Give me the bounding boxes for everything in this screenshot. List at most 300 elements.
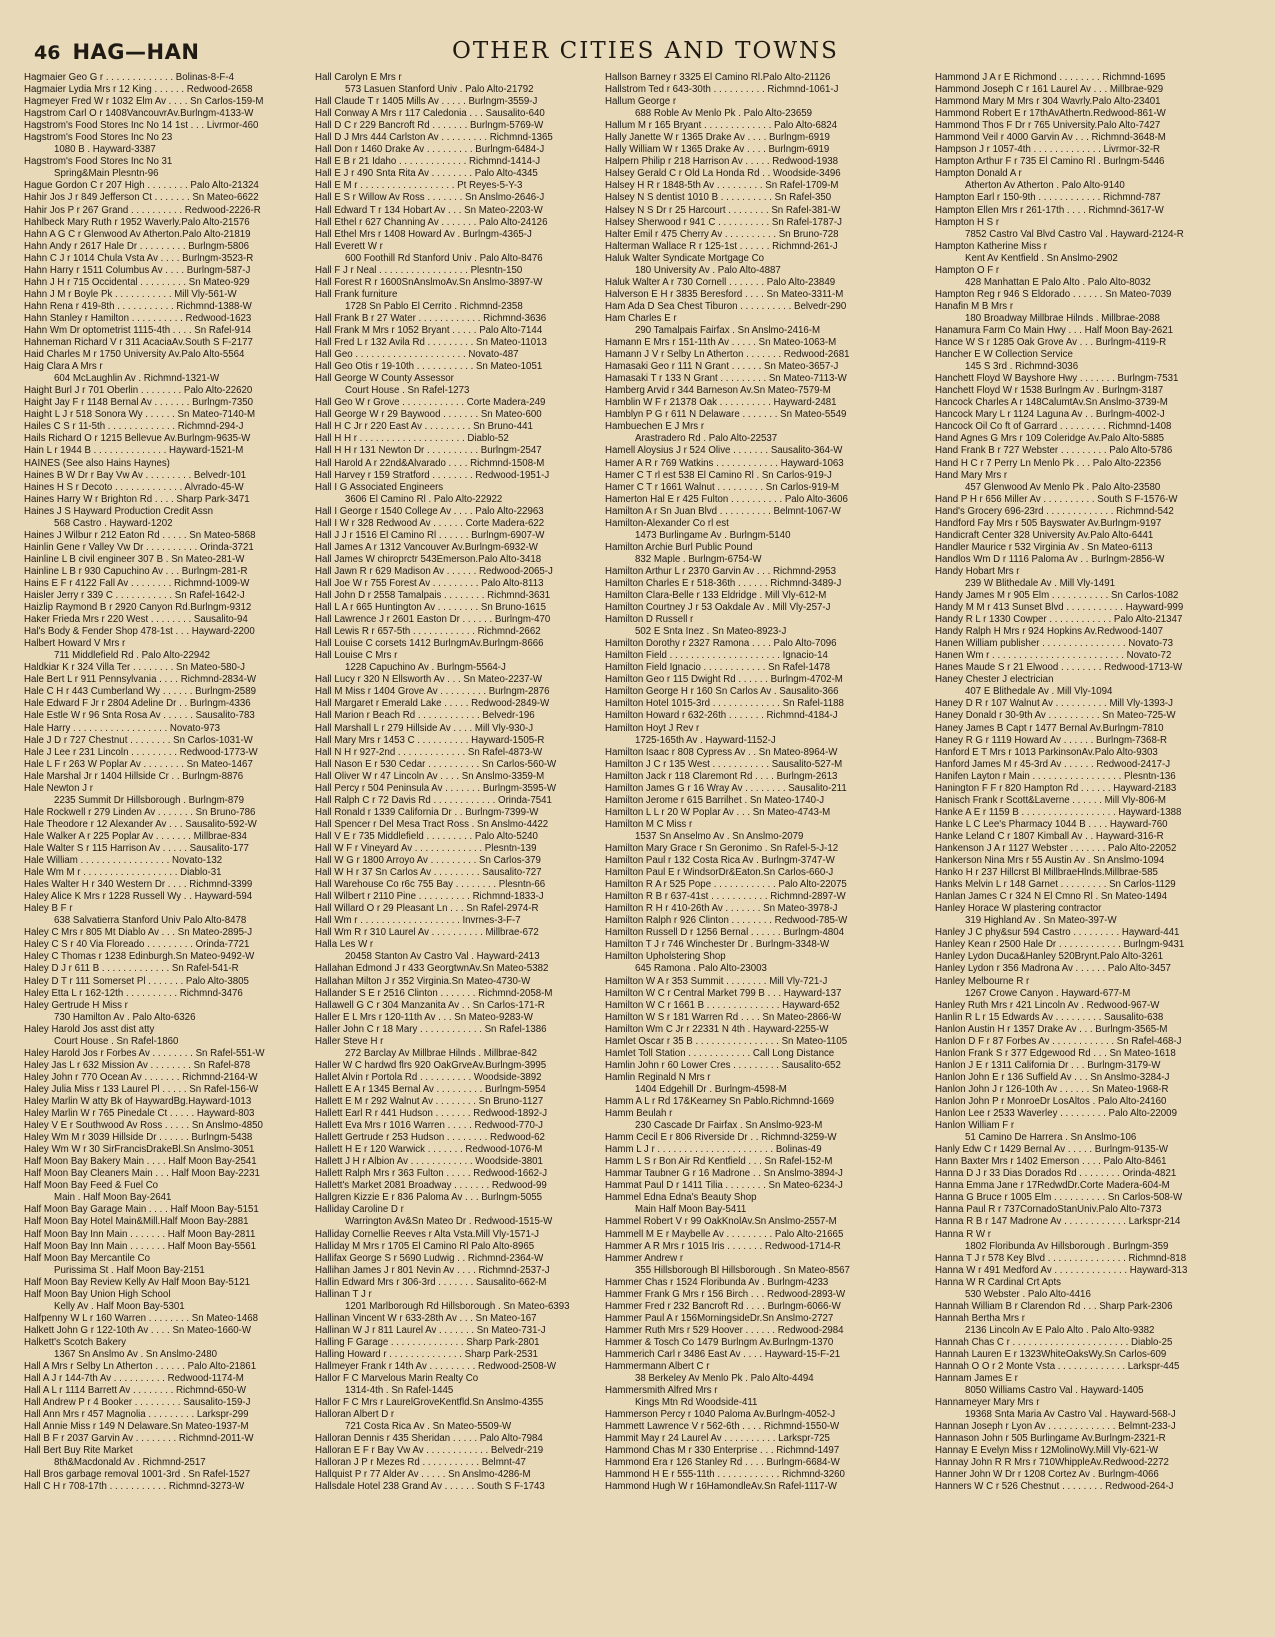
listing-entry: Hamilton Isaac r 808 Cypress Av . . Sn Mateo-8964-W (605, 746, 838, 758)
listing-entry: Hague Gordon C r 207 High . . . . . . . . Palo Alto-21324 (24, 180, 259, 192)
listing-entry: Hall H H r 131 Newton Dr . . . . . . . . . . Burlngm-2547 (315, 445, 542, 457)
listing-entry: Halterman Wallace R r 125-1st . . . . . . Richmnd-261-J (605, 240, 838, 252)
listing-entry: Haley Wm W r 30 SirFrancisDrakeBl.Sn Anslmo-3051 (24, 1144, 255, 1156)
listing-entry: Hankenson J A r 1127 Webster . . . . . . . Palo Alto-22052 (935, 843, 1177, 854)
listing-continuation: 2136 Lincoln Av E Palo Alto . Palo Alto-9382 (965, 1324, 1155, 1336)
listing-entry: Hamilton R B r 637-41st . . . . . . . . . . . Richmnd-2897-W (605, 891, 846, 903)
listing-entry: Half Moon Bay Review Kelly Av Half Moon Bay-5121 (24, 1276, 250, 1288)
listing-entry: Hammond Mary M Mrs r 304 Wavrly.Palo Alto-23401 (935, 96, 1161, 108)
listing-entry: Hanna W r 491 Medford Av . . . . . . . . . . . . . . Hayward-313 (935, 1264, 1188, 1276)
listing-entry: Haller John C r 18 Mary . . . . . . . . . . . . Sn Rafel-1386 (315, 1023, 547, 1035)
listing-continuation: 1314-4th . Sn Rafel-1445 (345, 1385, 454, 1397)
listing-entry: Hannason John r 505 Burlingame Av.Burlngm-2321-R (935, 1433, 1166, 1445)
listing-entry: Hanlin R L r 15 Edwards Av . . . . . . . . . Sausalito-638 (935, 1011, 1164, 1023)
listing-entry: Hanke L C Lee's Pharmacy 1044 B . . . . Hayward-760 (935, 818, 1168, 830)
listing-entry: Halsey Sherwood r 941 C . . . . . . . . . . Sn Rafel-1787-J (605, 216, 842, 228)
listing-entry: Handlos Wm D r 1116 Paloma Av . . Burlngm-2856-W (935, 553, 1165, 565)
listing-continuation: 1080 B . Hayward-3387 (54, 144, 156, 156)
listing-entry: Hall Ethel r 627 Channing Av . . . . . . . Palo Alto-24126 (315, 216, 548, 228)
listing-entry: Hahn Rena r 419-8th . . . . . . . . . . . Richmnd-1388-W (24, 300, 252, 312)
listing-entry: Hall Ralph C r 72 Davis Rd . . . . . . . . . . . . Orinda-7541 (315, 794, 552, 806)
listing-entry: Hall Ronald r 1339 California Dr . . Burlngm-7399-W (315, 806, 539, 818)
listing-entry: Hanisch Frank r Scott&Laverne . . . . . . Mill Vly-806-M (935, 794, 1166, 806)
listing-entry: Hammond Joseph C r 161 Laurel Av . . . Millbrae-929 (935, 84, 1164, 96)
listing-entry: Hall Wilbert r 2110 Pine . . . . . . . . . . Richmnd-1833-J (315, 891, 544, 903)
listing-entry: Halling Howard r . . . . . . . . . . . . . . Sharp Park-2531 (315, 1348, 538, 1360)
listing-entry: Ham Charles E r (605, 312, 677, 324)
listing-entry: Hammond J A r E Richmond . . . . . . . . Richmnd-1695 (935, 72, 1166, 83)
listing-entry: Halter Emil r 475 Cherry Av . . . . . . . . . . Sn Bruno-728 (605, 228, 839, 240)
listing-entry: Hannah Chas C r . . . . . . . . . . . . . . . . . . . . . . Diablo-25 (935, 1336, 1173, 1348)
listing-entry: Hanen William publisher . . . . . . . . . . . . . . . . Novato-73 (935, 638, 1173, 650)
listing-entry: Hanke Leland C r 1807 Kimball Av . . Hayward-316-R (935, 830, 1164, 842)
listing-entry: Hall Marshall L r 279 Hillside Av . . . . Mill Vly-930-J (315, 722, 534, 734)
listing-entry: Hamilton Paul E r WindsorDr&Eaton.Sn Carlos-660-J (605, 867, 834, 879)
listing-entry: Halfpenny W L r 160 Warren . . . . . . . . Sn Mateo-1468 (24, 1312, 259, 1324)
listing-entry: Hall Ethel Mrs r 1408 Howard Av . Burlngm-4365-J (315, 228, 532, 240)
listing-entry: Hanna G Bruce r 1005 Elm . . . . . . . . . . Sn Carlos-508-W (935, 1192, 1183, 1204)
listing-entry: Hall Geo W r Grove . . . . . . . . . . . . Corte Madera-249 (315, 397, 546, 409)
listing-entry: Hall Wm R r 310 Laurel Av . . . . . . . . . . Millbrae-672 (315, 927, 539, 939)
listing-continuation: 230 Cascade Dr Fairfax . Sn Anslmo-923-M (635, 1120, 823, 1132)
listing-entry: Haley V E r Southwood Av Ross . . . . . Sn Anslmo-4850 (24, 1120, 263, 1132)
listing-entry: Hall W F r Vineyard Av . . . . . . . . . . . . . Plesntn-139 (315, 843, 537, 854)
listing-entry: Hamblin W F r 21378 Oak . . . . . . . . . . Hayward-2481 (605, 397, 837, 409)
listing-entry: Hammer Ruth Mrs r 529 Hoover . . . . . . Redwood-2984 (605, 1324, 844, 1336)
listing-entry: Hagmaier Geo G r . . . . . . . . . . . . . Bolinas-8-F-4 (24, 72, 234, 83)
section-title: OTHER CITIES AND TOWNS (452, 38, 839, 64)
listing-entry: Hamilton L L r 20 W Poplar Av . . . Sn Mateo-4743-M (605, 806, 831, 818)
listing-entry: Hale J Lee r 231 Lincoln . . . . . . . . . Redwood-1773-W (24, 746, 258, 758)
listing-entry: Handford Fay Mrs r 505 Bayswater Av.Burlngm-9197 (935, 517, 1162, 529)
listing-entry: Hamilton Jack r 118 Claremont Rd . . . . Burlngm-2613 (605, 770, 838, 782)
listing-entry: Hahn A G C r Glenwood Av Atherton.Palo Alto-21819 (24, 228, 251, 240)
listing-entry: Hall George W County Assessor (315, 373, 454, 385)
listing-entry: Hankerson Nina Mrs r 55 Austin Av . Sn Anslmo-1094 (935, 855, 1165, 867)
listing-entry: Haldkiar K r 324 Villa Ter . . . . . . . . Sn Mateo-580-J (24, 662, 245, 674)
listing-entry: Hammat Paul D r 1411 Tilia . . . . . . . . Sn Mateo-6234-J (605, 1180, 843, 1192)
listing-entry: Hambuechen E J Mrs r (605, 421, 705, 433)
listing-entry: Hall Willard O r 29 Pleasant Ln . . . Sn Rafel-2974-R (315, 903, 539, 915)
listing-entry: Hall I W r 328 Redwood Av . . . . . . Corte Madera-622 (315, 517, 545, 529)
listing-continuation: Kent Av Kentfield . Sn Anslmo-2902 (965, 252, 1118, 264)
listing-entry: Hampton O F r (935, 264, 1000, 276)
listing-entry: Hamberg Arvid r 344 Barneson Av.Sn Mateo-7579-M (605, 385, 831, 397)
listing-entry: Hamilton M C Miss r (605, 818, 693, 830)
listing-entry: Hamlet Toll Station . . . . . . . . . . . . Call Long Distance (605, 1047, 835, 1059)
page-range: HAG—HAN (72, 40, 200, 64)
listing-entry: Hanford E T Mrs r 1013 ParkinsonAv.Palo Alto-9303 (935, 746, 1158, 758)
listing-entry: Halloran Albert D r (315, 1409, 395, 1421)
listing-entry: Halling F Garage . . . . . . . . . . . . . . Sharp Park-2801 (315, 1336, 540, 1348)
listing-continuation: 145 S 3rd . Richmnd-3036 (965, 361, 1079, 373)
listing-entry: Hanner John W Dr r 1208 Cortez Av . Burlngm-4066 (935, 1469, 1159, 1481)
listing-entry: Hamilton Arthur L r 2370 Garvin Av . . . Richmnd-2953 (605, 565, 836, 577)
listing-continuation: 604 McLaughlin Av . Richmnd-1321-W (54, 373, 220, 385)
listing-entry: Hall Frank furniture (315, 288, 398, 300)
listing-entry: Hall V E r 735 Middlefield . . . . . . . . . Palo Alto-5240 (315, 830, 538, 842)
listing-entry: Hammel Robert V r 99 OakKnolAv.Sn Anslmo-2557-M (605, 1216, 837, 1228)
listing-entry: Hamilton R H r 410-26th Av . . . . . . . Sn Mateo-3978-J (605, 903, 838, 915)
listing-entry: Haley C Mrs r 805 Mt Diablo Av . . . Sn Mateo-2895-J (24, 927, 253, 939)
listing-entry: Haney D R r 107 Walnut Av . . . . . . . . . . Mill Vly-1393-J (935, 698, 1173, 710)
listing-entry: Hanley Melbourne R r (935, 975, 1030, 987)
listing-entry: Hall Warehouse Co r6c 755 Bay . . . . . . . . Plesntn-66 (315, 879, 546, 891)
listing-continuation: 180 University Av . Palo Alto-4887 (635, 264, 781, 276)
listing-continuation: 1473 Burlingame Av . Burlngm-5140 (635, 529, 791, 541)
listing-entry: Hammermann Albert C r (605, 1361, 710, 1373)
listing-entry: Half Moon Bay Inn Main . . . . . . . Half Moon Bay-2811 (24, 1228, 256, 1240)
listing-entry: Half Moon Bay Bakery Main . . . . Half Moon Bay-2541 (24, 1156, 257, 1168)
listing-entry: Hanko H r 237 Hillcrst Bl MillbraeHlnds.Millbrae-585 (935, 867, 1158, 879)
listing-entry: Halloran Dennis r 435 Sheridan . . . . . Palo Alto-7984 (315, 1433, 543, 1445)
listing-entry: Hampton Earl r 150-9th . . . . . . . . . . . . Richmnd-787 (935, 192, 1161, 204)
listing-entry: Hammell M E r Maybelle Av . . . . . . . . . Palo Alto-21665 (605, 1228, 844, 1240)
listing-entry: Hamblyn P G r 611 N Delaware . . . . . . . Sn Mateo-5549 (605, 409, 847, 421)
listing-entry: Hails Richard O r 1215 Bellevue Av.Burlngm-9635-W (24, 433, 251, 445)
listing-entry: Hanna T J r 578 Key Blvd . . . . . . . . . . . . . . . Richmnd-818 (935, 1252, 1187, 1264)
listing-continuation: 1728 Sn Pablo El Cerrito . Richmnd-2358 (345, 300, 523, 312)
listing-continuation: Warrington Av&Sn Mateo Dr . Redwood-1515-W (345, 1216, 553, 1228)
listing-entry: Hale C H r 443 Cumberland Wy . . . . . . Burlngm-2589 (24, 686, 256, 698)
listing-entry: Hall Spencer r Del Mesa Tract Ross . Sn Anslmo-4422 (315, 818, 549, 830)
listing-continuation: 272 Barclay Av Millbrae Hilnds . Millbrae-842 (345, 1047, 538, 1059)
listing-entry: Hall D J Mrs 444 Carlston Av . . . . . . . . . Richmnd-1365 (315, 132, 553, 144)
listing-entry: Hally William W r 1365 Drake Av . . . . Burlngm-6919 (605, 144, 830, 156)
listing-entry: Hallett J H r Albion Av . . . . . . . . . . . . Woodside-3801 (315, 1156, 543, 1168)
listing-entry: Hamilton Mary Grace r Sn Geronimo . Sn Rafel-5-J-12 (605, 843, 839, 854)
listing-entry: Hall Nason E r 530 Cedar . . . . . . . . . . Sn Carlos-560-W (315, 758, 557, 770)
listing-entry: Hannah O O r 2 Monte Vsta . . . . . . . . . . . . . Larkspr-445 (935, 1361, 1180, 1373)
listing-entry: Hagmeyer Fred W r 1032 Elm Av . . . . Sn Carlos-159-M (24, 96, 264, 108)
listing-entry: Hanlon William F r (935, 1120, 1015, 1132)
listing-entry: Hamilton Upholstering Shop (605, 951, 726, 963)
listing-entry: Hannay E Evelyn Miss r 12MolinoWy.Mill Vly-621-W (935, 1445, 1159, 1457)
listing-entry: Hallett's Market 2081 Broadway . . . . . . . Redwood-99 (315, 1180, 547, 1192)
listing-entry: Hailes C S r 11-5th . . . . . . . . . . . . . Richmnd-294-J (24, 421, 244, 433)
listing-entry: Halpern Philip r 218 Harrison Av . . . . . Redwood-1938 (605, 156, 838, 168)
listing-entry: Hamerton Hal E r 425 Fulton . . . . . . . . . . Palo Alto-3606 (605, 493, 848, 505)
listing-entry: Hand P H r 656 Miller Av . . . . . . . . . . South S F-1576-W (935, 493, 1178, 505)
listing-entry: Hall B F r 2037 Garvin Av . . . . . . . . Richmnd-2011-W (24, 1433, 254, 1445)
listing-entry: Handler Maurice r 532 Virginia Av . Sn Mateo-6113 (935, 541, 1153, 553)
listing-entry: Hallum George r (605, 96, 677, 108)
listing-entry: Hamilton W C r Central Market 799 B . . . Hayward-137 (605, 987, 842, 999)
listing-entry: Hall W G r 1800 Arroyo Av . . . . . . . . . Sn Carlos-379 (315, 855, 541, 867)
listing-entry: Hall Carolyn E Mrs r (315, 72, 402, 83)
listing-continuation: 1267 Crowe Canyon . Hayward-677-M (965, 987, 1131, 999)
listing-entry: Hamlin Reginald N Mrs r (605, 1071, 711, 1083)
listing-entry: Hall Joe W r 755 Forest Av . . . . . . . . . Palo Alto-8113 (315, 577, 544, 589)
listing-entry: Hamilton Paul r 132 Costa Rica Av . Burlngm-3747-W (605, 855, 835, 867)
listing-entry: Hammel Edna Edna's Beauty Shop (605, 1192, 757, 1204)
listing-continuation: 51 Camino De Harrera . Sn Anslmo-106 (965, 1132, 1137, 1144)
listing-entry: Hamilton Hotel 1015-3rd . . . . . . . . . . . . . Sn Rafel-1188 (605, 698, 844, 710)
listing-entry: Hamilton W C r 1661 B . . . . . . . . . . . . . . Hayward-652 (605, 999, 840, 1011)
listing-entry: Hanley Horace W plastering contractor (935, 903, 1102, 915)
listing-continuation: 573 Lasuen Stanford Univ . Palo Alto-21792 (345, 84, 534, 96)
listing-entry: Hanna Paul R r 737CornadoStanUniv.Palo Alto-7373 (935, 1204, 1162, 1216)
listing-entry: Hahn Andy r 2617 Hale Dr . . . . . . . . . Burlngm-5806 (24, 240, 250, 252)
listing-entry: Haley Harold Jos asst dist atty (24, 1023, 155, 1035)
listing-entry: Hamell Aloysius J r 524 Olive . . . . . . . Sausalito-364-W (605, 445, 843, 457)
column-3 (605, 72, 915, 1494)
listing-entry: Haley Julia Miss r 133 Laurel Pl . . . . . Sn Rafel-156-W (24, 1083, 259, 1095)
listing-entry: Hall F J r Neal . . . . . . . . . . . . . . . . . Plesntn-150 (315, 264, 523, 276)
listing-entry: HAINES (See also Hains Haynes) (24, 457, 170, 469)
listing-entry: Half Moon Bay Mercantile Co (24, 1252, 150, 1264)
listing-entry: Hales Walter H r 340 Western Dr . . . . Richmnd-3399 (24, 879, 253, 891)
listing-entry: Hannah Lauren E r 1323WhiteOaksWy.Sn Carlos-609 (935, 1348, 1167, 1360)
listing-entry: Hale Bert L r 911 Pennsylvania . . . . Richmnd-2834-W (24, 674, 257, 686)
listing-entry: Hainlin Gene r Valley Vw Dr . . . . . . . . . . Orinda-3721 (24, 541, 254, 553)
listing-entry: Hahir Jos P r 267 Grand . . . . . . . . . . Redwood-2226-R (24, 204, 261, 216)
listing-entry: Hanes Maude S r 21 Elwood . . . . . . . . Redwood-1713-W (935, 662, 1183, 674)
listing-continuation: 8th&Macdonald Av . Richmnd-2517 (54, 1457, 206, 1469)
listing-entry: Hall Lucy r 320 N Ellsworth Av . . . Sn Mateo-2237-W (315, 674, 543, 686)
listing-entry: Hall Frank M Mrs r 1052 Bryant . . . . . Palo Alto-7144 (315, 324, 543, 336)
listing-entry: Haller E L Mrs r 120-11th Av . . . Sn Mateo-9283-W (315, 1011, 533, 1023)
listing-entry: Hamm Cecil E r 806 Riverside Dr . . Richmnd-3259-W (605, 1132, 837, 1144)
listing-entry: Haluk Walter Syndicate Mortgage Co (605, 252, 765, 264)
listing-entry: Hahn J M r Boyle Pk . . . . . . . . . . . Mill Vly-561-W (24, 288, 237, 300)
listing-entry: Hain L r 1944 B . . . . . . . . . . . . . . Hayward-1521-M (24, 445, 244, 457)
listing-entry: Hall H C Jr r 220 East Av . . . . . . . . . Sn Bruno-441 (315, 421, 533, 433)
listing-entry: Halsey Gerald C r Old La Honda Rd . . Woodside-3496 (605, 168, 841, 180)
listing-entry: Hamilton W S r 181 Warren Rd . . . . Sn Mateo-2866-W (605, 1011, 841, 1023)
listing-entry: Hanna D J r 33 Dias Dorados Rd . . . . . . . . Orinda-4821 (935, 1168, 1177, 1180)
listing-entry: Hamann E Mrs r 151-11th Av . . . . . Sn Mateo-1063-M (605, 337, 837, 349)
listing-entry: Hanks Melvin L r 148 Garnet . . . . . . . . . Sn Carlos-1129 (935, 879, 1176, 891)
listing-entry: Haley D T r 111 Somerset Pl . . . . . . . Palo Alto-3805 (24, 975, 249, 987)
listing-entry: Hallahan Edmond J r 433 GeorgtwnAv.Sn Mateo-5382 (315, 963, 549, 975)
listing-continuation: 239 W Blithedale Av . Mill Vly-1491 (965, 577, 1116, 589)
listing-entry: Hampson J r 1057-4th . . . . . . . . . . . . . Livrmor-32-R (935, 144, 1161, 156)
listing-entry: Hampton Katherine Miss r (935, 240, 1047, 252)
listing-entry: Hann Baxter Mrs r 1402 Emerson . . . . Palo Alto-8461 (935, 1156, 1167, 1168)
listing-entry: Hallett Earl R r 441 Hudson . . . . . . . Redwood-1892-J (315, 1108, 548, 1120)
listing-entry: Haley John r 770 Ocean Av . . . . . . . Richmnd-2164-W (24, 1071, 258, 1083)
listing-continuation: 3606 El Camino Rl . Palo Alto-22922 (345, 493, 503, 505)
listing-entry: Hanamura Farm Co Main Hwy . . . Half Moon Bay-2621 (935, 324, 1173, 336)
listing-entry: Hanlon J E r 1311 California Dr . . . Burlngm-3179-W (935, 1059, 1161, 1071)
listing-entry: Halsey N S Dr r 25 Harcourt . . . . . . . . Sn Rafel-381-W (605, 204, 841, 216)
listing-entry: Haight Burl J r 701 Oberlin . . . . . . . . Palo Alto-22620 (24, 385, 253, 397)
listing-entry: Hamilton Archie Burl Public Pound (605, 541, 753, 553)
listing-entry: Hanna R W r (935, 1228, 991, 1240)
listing-continuation: Court House . Sn Rafel-1860 (54, 1035, 179, 1047)
listing-entry: Hancock Mary L r 1124 Laguna Av . . Burlngm-4002-J (935, 409, 1165, 421)
listing-entry: Hall L A r 665 Huntington Av . . . . . . . . Sn Bruno-1615 (315, 602, 547, 614)
listing-entry: Haley Marlin W atty Bk of HaywardBg.Hayward-1013 (24, 1095, 252, 1107)
listing-entry: Hand Frank B r 727 Webster . . . . . . . . . Palo Alto-5786 (935, 445, 1173, 457)
listing-entry: Hall Margaret r Emerald Lake . . . . . Redwood-2849-W (315, 698, 550, 710)
listing-entry: Hagstrom's Food Stores Inc No 23 (24, 132, 173, 144)
listing-entry: Hammer Frank G Mrs r 156 Birch . . . Redwood-2893-W (605, 1288, 846, 1300)
listing-entry: Hamilton T J r 746 Winchester Dr . Burlngm-3348-W (605, 939, 830, 951)
listing-continuation: Main Half Moon Bay-5411 (635, 1204, 747, 1216)
listing-continuation: Spring&Main Plesntn-96 (54, 168, 159, 180)
listing-continuation: 407 E Blithedale Av . Mill Vly-1094 (965, 686, 1113, 698)
listing-entry: Hampton Arthur F r 735 El Camino Rl . Burlngm-5446 (935, 156, 1165, 168)
listing-entry: Hall Don r 1460 Drake Av . . . . . . . . . Burlngm-6484-J (315, 144, 545, 156)
listing-entry: Hall Conway A Mrs r 117 Caledonia . . . Sausalito-640 (315, 108, 545, 120)
listing-entry: Handicraft Center 328 University Av.Palo Alto-6441 (935, 529, 1154, 541)
listing-entry: Haid Charles M r 1750 University Av.Palo Alto-5564 (24, 349, 245, 361)
listing-entry: Hamilton J C r 135 West . . . . . . . . . . . Sausalito-527-M (605, 758, 843, 770)
listing-entry: Hanchett Floyd W Bayshore Hwy . . . . . . . Burlngm-7531 (935, 373, 1179, 385)
listing-entry: Hamilton Field Ignacio . . . . . . . . . . . . Sn Rafel-1478 (605, 662, 831, 674)
listing-entry: Half Moon Bay Garage Main . . . . Half Moon Bay-5151 (24, 1204, 259, 1216)
listing-entry: Hall Frank B r 27 Water . . . . . . . . . . . . Richmnd-3636 (315, 312, 547, 324)
listing-entry: Half Moon Bay Cleaners Main . . . Half Moon Bay-2231 (24, 1168, 260, 1180)
listing-entry: Haller W C hardwd flrs 920 OakGrveAv.Burlngm-3995 (315, 1059, 547, 1071)
page-number-value: 46 (34, 42, 61, 64)
listing-entry: Hall E J r 490 Snta Rita Av . . . . . . . . Palo Alto-4345 (315, 168, 538, 180)
listing-entry: Handy M M r 413 Sunset Blvd . . . . . . . . . . . Hayward-999 (935, 602, 1184, 614)
listing-continuation: Atherton Av Atherton . Palo Alto-9140 (965, 180, 1125, 192)
listing-entry: Halkett's Scotch Bakery (24, 1336, 126, 1348)
listing-entry: Halkett John G r 122-10th Av . . . . Sn Mateo-1660-W (24, 1324, 252, 1336)
listing-continuation: 1725-165th Av . Hayward-1152-J (635, 734, 776, 746)
listing-entry: Halloran J P r Mezes Rd . . . . . . . . . . . Belmnt-47 (315, 1457, 526, 1469)
listing-entry: Hammerich Carl r 3486 East Av . . . . Hayward-15-F-21 (605, 1348, 841, 1360)
listing-entry: Hand's Grocery 696-23rd . . . . . . . . . . . . . Richmnd-542 (935, 505, 1174, 517)
listing-entry: Hamm A L r Rd 17&Kearney Sn Pablo.Richmnd-1669 (605, 1095, 835, 1107)
listing-entry: Hahn Wm Dr optometrist 1115-4th . . . . Sn Rafel-914 (24, 324, 251, 336)
listing-entry: Hagmaier Lydia Mrs r 12 King . . . . . . Redwood-2658 (24, 84, 253, 96)
listing-entry: Hall C H r 708-17th . . . . . . . . . . . Richmnd-3273-W (24, 1481, 245, 1493)
listing-entry: Hainline L B r 930 Capuchino Av . . . Burlngm-281-R (24, 565, 248, 577)
listing-entry: Hand H C r 7 Perry Ln Menlo Pk . . . Palo Alto-22356 (935, 457, 1162, 469)
listing-entry: Hall George W r 29 Baywood . . . . . . . Sn Mateo-600 (315, 409, 542, 421)
listing-entry: Hallin Edward Mrs r 306-3rd . . . . . . . Sausalito-662-M (315, 1276, 547, 1288)
listing-entry: Hahn Harry r 1511 Columbus Av . . . . Burlngm-587-J (24, 264, 251, 276)
listing-entry: Hance W S r 1285 Oak Grove Av . . . Burlngm-4119-R (935, 337, 1167, 349)
listing-continuation: 7852 Castro Val Blvd Castro Val . Hayward-2124-R (965, 228, 1184, 240)
listing-entry: Halloran E F r Bay Vw Av . . . . . . . . . . . . Belvedr-219 (315, 1445, 544, 1457)
listing-entry: Hall E S r Willow Av Ross . . . . . . . Sn Anslmo-2646-J (315, 192, 545, 204)
listing-entry: Hannameyer Mary Mrs r (935, 1397, 1040, 1409)
column-2 (315, 72, 585, 1494)
listing-entry: Hall A L r 1114 Barrett Av . . . . . . . . Richmnd-650-W (24, 1385, 246, 1397)
listing-entry: Hanen Wm r . . . . . . . . . . . . . . . . . . . . . . . . . Novato-72 (935, 650, 1172, 662)
listing-entry: Hall Louise C corsets 1412 BurlngmAv.Burlngm-8666 (315, 638, 544, 650)
listing-entry: Hains E F r 4122 Fall Av . . . . . . . . Richmnd-1009-W (24, 577, 250, 589)
listing-entry: Hahlbeck Mary Ruth r 1952 Waverly.Palo Alto-21576 (24, 216, 250, 228)
listing-entry: Hall Percy r 504 Peninsula Av . . . . . . . Burlngm-3595-W (315, 782, 557, 794)
listing-entry: Hanlan James C r 324 N El Cmno Rl . Sn Mateo-1494 (935, 891, 1168, 903)
listing-entry: Hanafin M B Mrs r (935, 300, 1014, 312)
listing-entry: Hancock Charles A r 148CalumtAv.Sn Anslmo-3739-M (935, 397, 1168, 409)
listing-entry: Hall Annie Miss r 149 N Delaware.Sn Mateo-1937-M (24, 1421, 249, 1433)
listing-entry: Haines J S Hayward Production Credit Assn (24, 505, 213, 517)
listing-entry: Hallawell G C r 304 Manzanita Av . . Sn Carlos-171-R (315, 999, 545, 1011)
listing-entry: Hanley Ruth Mrs r 421 Lincoln Av . Redwood-967-W (935, 999, 1160, 1011)
listing-entry: Hamm L J r . . . . . . . . . . . . . . . . . . . . . . Bolinas-49 (605, 1144, 822, 1156)
listing-entry: Hanchett Floyd W r 1538 Burlngm Av . Burlngm-3187 (935, 385, 1164, 397)
listing-entry: Hammer Andrew r (605, 1252, 684, 1264)
listing-entry: Hancher E W Collection Service (935, 349, 1073, 361)
listing-continuation: 568 Castro . Hayward-1202 (54, 517, 173, 529)
listing-entry: Hallmeyer Frank r 14th Av . . . . . . . . . Redwood-2508-W (315, 1361, 557, 1373)
listing-entry: Hall D C r 229 Bancroft Rd . . . . . . . Burlngm-5769-W (315, 120, 544, 132)
listing-entry: Hamilton A r Sn Juan Blvd . . . . . . . . . . Belmnt-1067-W (605, 505, 841, 517)
listing-entry: Hamilton R A r 525 Pope . . . . . . . . . . . . Palo Alto-22075 (605, 879, 847, 891)
listing-entry: Hamilton Wm C Jr r 22331 N 4th . Hayward-2255-W (605, 1023, 829, 1035)
listing-continuation: 355 Hillsborough Bl Hillsborough . Sn Mateo-8567 (635, 1264, 850, 1276)
listing-entry: Hamilton Geo r 115 Dwight Rd . . . . . . Burlngm-4702-M (605, 674, 843, 686)
listing-continuation: 1802 Floribunda Av Hillsborough . Burlngm-359 (965, 1240, 1169, 1252)
listing-entry: Hanley Kean r 2500 Hale Dr . . . . . . . . . . . . Burlngm-9431 (935, 939, 1185, 951)
listing-entry: Hall J J r 1516 El Camino Rl . . . . . . Burlngm-6907-W (315, 529, 545, 541)
listing-entry: Hall Harvey r 159 Stratford . . . . . . . . Redwood-1951-J (315, 469, 550, 481)
listing-entry: Hale Estle W r 96 Snta Rosa Av . . . . . . Sausalito-783 (24, 710, 255, 722)
listing-entry: Hamer A R r 769 Watkins . . . . . . . . . . . . Hayward-1063 (605, 457, 844, 469)
listing-entry: Haley D J r 611 B . . . . . . . . . . . . . Sn Rafel-541-R (24, 963, 239, 975)
listing-entry: Haney Donald r 30-9th Av . . . . . . . . . . Sn Mateo-725-W (935, 710, 1176, 722)
listing-continuation: Purissima St . Half Moon Bay-2151 (54, 1264, 205, 1276)
listing-entry: Hallahan Milton J r 352 Virginia.Sn Mateo-4730-W (315, 975, 531, 987)
listing-entry: Hannam James E r (935, 1373, 1018, 1385)
listing-entry: Hanly Edw C r 1429 Bernal Av . . . . . Burlngm-9135-W (935, 1144, 1168, 1156)
listing-continuation: Court House . Sn Rafel-1273 (345, 385, 470, 397)
listing-entry: Hammer Chas r 1524 Floribunda Av . Burlngm-4233 (605, 1276, 829, 1288)
listing-entry: Hamer C T rl est 538 El Camino Rl . Sn Carlos-919-J (605, 469, 832, 481)
listing-entry: Hanna R B r 147 Madrone Av . . . . . . . . . . . . Larkspr-214 (935, 1216, 1181, 1228)
listing-entry: Hanlon Frank S r 377 Edgewood Rd . . . Sn Mateo-1618 (935, 1047, 1176, 1059)
listing-entry: Hallett Eva Mrs r 1016 Warren . . . . . Redwood-770-J (315, 1120, 543, 1132)
listing-continuation: 600 Foothill Rd Stanford Univ . Palo Alto-8476 (345, 252, 543, 264)
listing-entry: Hallett Ralph Mrs r 363 Fulton . . . . . Redwood-1662-J (315, 1168, 548, 1180)
listing-continuation: Kings Mtn Rd Woodside-411 (635, 1397, 758, 1409)
listing-entry: Hamlin John r 60 Lower Cres . . . . . . . . . Sausalito-652 (605, 1059, 841, 1071)
listing-entry: Hall Lawrence J r 2601 Easton Dr . . . . . . Burlngm-470 (315, 614, 551, 626)
listing-entry: Hallum M r 165 Bryant . . . . . . . . . . . . . Palo Alto-6824 (605, 120, 838, 132)
listing-entry: Hancock Oil Co ft of Garrard . . . . . . . . . Richmnd-1408 (935, 421, 1172, 433)
listing-entry: Hammer A R Mrs r 1015 Iris . . . . . . . Redwood-1714-R (605, 1240, 841, 1252)
listing-entry: Hanley J C phy&sur 594 Castro . . . . . . . . . Hayward-441 (935, 927, 1180, 939)
listing-entry: Hall Andrew P r 4 Booker . . . . . . . . . Sausalito-159-J (24, 1397, 251, 1409)
listing-entry: Hall A J r 144-7th Av . . . . . . . . . . Redwood-1174-M (24, 1373, 244, 1385)
listing-entry: Hall N H r 927-2nd . . . . . . . . . . . . . Sn Rafel-4873-W (315, 746, 543, 758)
listing-entry: Hall Geo Otis r 19-10th . . . . . . . . . . . Sn Mateo-1051 (315, 361, 543, 373)
listing-entry: Hanners W C r 526 Chestnut . . . . . . . . Redwood-264-J (935, 1481, 1174, 1493)
listing-entry: Hammersmith Alfred Mrs r (605, 1385, 718, 1397)
listing-entry: Haller Steve H r (315, 1035, 384, 1047)
listing-entry: Hall James W chiroprctr 543Emerson.Palo Alto-3418 (315, 553, 542, 565)
listing-entry: Haig Clara A Mrs r (24, 361, 103, 373)
listing-entry: Hand Agnes G Mrs r 109 Coleridge Av.Palo Alto-5885 (935, 433, 1165, 445)
listing-entry: Half Moon Bay Hotel Main&Mill.Half Moon Bay-2881 (24, 1216, 249, 1228)
listing-entry: Haight L J r 518 Sonora Wy . . . . . . Sn Mateo-7140-M (24, 409, 256, 421)
listing-entry: Hallinan T J r (315, 1288, 372, 1300)
listing-entry: Hanlon John E r 136 Suffield Av . . . Sn Anslmo-3284-J (935, 1071, 1170, 1083)
listing-entry: Hampton Reg r 946 S Eldorado . . . . . . Sn Mateo-7039 (935, 288, 1172, 300)
listing-entry: Hallor F C Mrs r LaurelGroveKentfld.Sn Anslmo-4355 (315, 1397, 544, 1409)
listing-entry: Haker Frieda Mrs r 220 West . . . . . . . . Sausalito-94 (24, 614, 248, 626)
listing-entry: Hannah Bertha Mrs r (935, 1312, 1025, 1324)
listing-entry: Hall Everett W r (315, 240, 383, 252)
listing-entry: Hall James A r 1312 Vancouver Av.Burlngm-6932-W (315, 541, 538, 553)
directory-columns (24, 72, 1216, 1494)
listing-continuation: 20458 Stanton Av Castro Val . Hayward-2413 (345, 951, 540, 963)
listing-entry: Hamilton George H r 160 Sn Carlos Av . Sausalito-366 (605, 686, 839, 698)
listing-entry: Hamilton Ralph r 926 Clinton . . . . . . . . Redwood-785-W (605, 915, 848, 927)
listing-entry: Hall Oliver W r 47 Lincoln Av . . . . Sn Anslmo-3359-M (315, 770, 545, 782)
listing-entry: Hamilton James G r 16 Wray Av . . . . . . . . Sausalito-211 (605, 782, 847, 794)
listing-entry: Hallander S E r 2516 Clinton . . . . . . . Richmnd-2058-M (315, 987, 553, 999)
